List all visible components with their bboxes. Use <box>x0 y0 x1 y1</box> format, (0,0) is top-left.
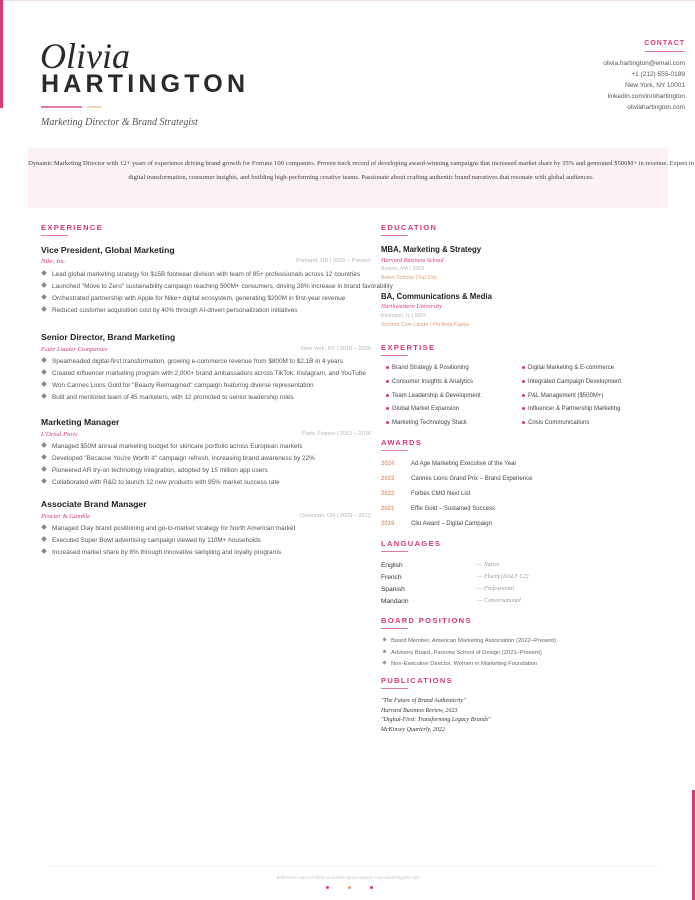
job-bullet: Pioneered AR try-on technology integration, adopted by 15 million app users <box>42 467 268 474</box>
language-name: Mandarin <box>381 598 409 605</box>
dot-bullet-icon <box>522 394 525 397</box>
board-item: Board Member, American Marketing Association (2022–Present) <box>383 638 556 644</box>
expertise-item: Brand Strategy & Positioning <box>386 365 469 371</box>
footer-rule <box>48 866 657 867</box>
expertise-item: Influencer & Partnership Marketing <box>522 406 620 412</box>
dot-bullet-icon <box>386 394 389 397</box>
job-bullet: Managed Olay brand positioning and go-to-market strategy for North American market <box>42 525 295 532</box>
summary-box <box>28 148 694 208</box>
language-name: Spanish <box>381 586 405 593</box>
expertise-heading: EXPERTISE <box>381 343 436 352</box>
contact-email[interactable]: olivia.hartington@email.com <box>603 60 685 67</box>
job-bullet: Launched "Move to Zero" sustainability campaign reaching 500M+ consumers, driving 28% increase in brand favorability <box>42 283 393 290</box>
experience-heading: EXPERIENCE <box>41 223 103 232</box>
summary-text: Dynamic Marketing Director with 12+ years of experience driving brand growth for Fortune 100 companies. Proven track record of developing award-winning campaigns that increased market share by 35% and generated $500M+ in revenue. Expert in digital transformation, consumer insights, and building high-performing creative teams. Passionate about crafting authentic brand narratives that resonate with global audiences. <box>28 160 694 181</box>
language-name: French <box>381 574 402 581</box>
award-year: 2019 <box>381 521 395 527</box>
publication-source: McKinsey Quarterly, 2022 <box>381 727 445 733</box>
award-name: Clio Award – Digital Campaign <box>411 521 492 527</box>
edu-school: Harvard Business School <box>381 257 444 264</box>
job-meta: Portland, OR | 2020 – Present <box>296 258 371 264</box>
dot-bullet-icon <box>386 366 389 369</box>
expertise-item: Integrated Campaign Development <box>522 379 621 385</box>
last-name: HARTINGTON <box>41 70 250 98</box>
dot-bullet-icon <box>386 380 389 383</box>
name-underline-accent <box>41 106 82 108</box>
name-underline-gold <box>87 106 101 108</box>
edu-detail: Boston, MA | 2009 <box>381 266 425 272</box>
language-level: — Conversational <box>477 598 521 604</box>
job-bullet: Reduced customer acquisition cost by 40% through AI-driven personalization initiatives <box>42 307 297 314</box>
job-bullet: Managed $50M annual marketing budget for skincare portfolio across European markets <box>42 443 302 450</box>
footer-dot-icon <box>370 886 373 889</box>
experience-rule <box>41 235 68 236</box>
job-bullet: Executed Super Bowl advertising campaign viewed by 110M+ households <box>42 537 261 544</box>
expertise-item: Team Leadership & Development <box>386 393 481 399</box>
contact-block <box>603 40 685 113</box>
job-company: Estée Lauder Companies <box>41 346 108 353</box>
edu-detail: Evanston, IL | 2007 <box>381 313 427 319</box>
first-name: Olivia <box>40 36 130 76</box>
award-name: Effie Gold – Sustained Success <box>411 506 495 512</box>
expertise-item: Marketing Technology Stack <box>386 420 467 426</box>
diamond-bullet-icon <box>382 660 386 664</box>
job-bullet: Orchestrated partnership with Apple for Nike+ digital ecosystem, generating $200M in first-year revenue <box>42 295 345 302</box>
award-year: 2024 <box>381 461 395 467</box>
awards-heading: AWARDS <box>381 438 423 447</box>
award-year: 2022 <box>381 491 395 497</box>
diamond-bullet-icon <box>41 294 47 300</box>
edu-honors: Summa Cum Laude | Phi Beta Kappa <box>381 322 470 328</box>
expertise-item: Consumer Insights & Analytics <box>386 379 473 385</box>
dot-bullet-icon <box>522 366 525 369</box>
diamond-bullet-icon <box>41 478 47 484</box>
diamond-bullet-icon <box>41 548 47 554</box>
diamond-bullet-icon <box>41 306 47 312</box>
diamond-bullet-icon <box>41 270 47 276</box>
tagline: Marketing Director & Brand Strategist <box>41 117 198 128</box>
education-heading: EDUCATION <box>381 223 438 232</box>
language-level: — Native <box>477 562 500 568</box>
expertise-rule <box>381 355 408 356</box>
contact-location: New York, NY 10001 <box>625 82 685 89</box>
language-name: English <box>381 562 403 569</box>
dot-bullet-icon <box>522 407 525 410</box>
award-year: 2023 <box>381 476 395 482</box>
dot-bullet-icon <box>386 407 389 410</box>
languages-rule <box>381 551 408 552</box>
job-bullet: Increased market share by 8% through innovative sampling and loyalty programs <box>42 549 281 556</box>
job-bullet: Lead global marketing strategy for $15B footwear division with team of 85+ professionals across 12 countries <box>42 271 360 278</box>
job-company: Procter & Gamble <box>41 513 91 520</box>
job-bullet: Created influencer marketing program with 2,000+ brand ambassadors across TikTok, Instagram, and YouTube <box>42 370 366 377</box>
job-bullet: Won Cannes Lions Gold for "Beauty Reimagined" campaign featuring diverse representation <box>42 382 314 389</box>
contact-linkedin[interactable]: linkedin.com/in/ohartington <box>607 93 685 100</box>
job-company: L'Oréal Paris <box>41 431 78 438</box>
board-heading: BOARD POSITIONS <box>381 616 472 625</box>
award-name: Ad Age Marketing Executive of the Year <box>411 461 517 467</box>
job-meta: New York, NY | 2016 – 2020 <box>300 346 371 352</box>
footer-text: References and portfolio available upon request • oliviahartington.com <box>276 876 419 881</box>
job-meta: Paris, France | 2012 – 2016 <box>302 431 371 437</box>
edu-degree: MBA, Marketing & Strategy <box>381 245 482 254</box>
diamond-bullet-icon <box>41 442 47 448</box>
edu-degree: BA, Communications & Media <box>381 292 492 301</box>
publication-title: "The Future of Brand Authenticity" <box>381 698 466 704</box>
diamond-bullet-icon <box>41 454 47 460</box>
award-name: Cannes Lions Grand Prix – Brand Experience <box>411 476 533 482</box>
job-company: Nike, Inc. <box>41 258 67 265</box>
award-name: Forbes CMO Next List <box>411 491 471 497</box>
contact-heading: CONTACT <box>644 40 685 47</box>
diamond-bullet-icon <box>41 536 47 542</box>
diamond-bullet-icon <box>41 466 47 472</box>
contact-website[interactable]: oliviahartington.com <box>627 104 685 111</box>
diamond-bullet-icon <box>41 393 47 399</box>
job-title: Senior Director, Brand Marketing <box>41 332 176 342</box>
edu-honors: Baker Scholar (Top 5%) <box>381 275 437 281</box>
dot-bullet-icon <box>386 421 389 424</box>
publication-title: "Digital-First: Transforming Legacy Brands" <box>381 717 491 723</box>
expertise-item: Global Market Expansion <box>386 406 459 412</box>
job-bullet: Developed "Because You're Worth It" campaign refresh, increasing brand awareness by 22% <box>42 455 315 462</box>
publication-source: Harvard Business Review, 2023 <box>381 708 458 714</box>
board-item: Non-Executive Director, Women in Marketing Foundation <box>383 661 537 667</box>
publications-heading: PUBLICATIONS <box>381 676 453 685</box>
diamond-bullet-icon <box>382 637 386 641</box>
awards-rule <box>381 450 408 451</box>
edu-school: Northwestern University <box>381 303 443 310</box>
job-meta: Cincinnati, OH | 2009 – 2012 <box>299 513 371 519</box>
board-item: Advisory Board, Parsons School of Design (2021–Present) <box>383 650 542 656</box>
contact-phone: +1 (212) 555-0189 <box>631 71 685 78</box>
diamond-bullet-icon <box>41 369 47 375</box>
diamond-bullet-icon <box>41 357 47 363</box>
languages-heading: LANGUAGES <box>381 539 442 548</box>
job-bullet: Built and mentored team of 45 marketers, with 12 promoted to senior leadership roles <box>42 394 294 401</box>
language-level: — Professional <box>477 586 514 592</box>
job-title: Associate Brand Manager <box>41 499 147 509</box>
board-rule <box>381 628 408 629</box>
footer-dot-icon <box>326 886 329 889</box>
publications-rule <box>381 688 408 689</box>
education-rule <box>381 235 408 236</box>
diamond-bullet-icon <box>382 649 386 653</box>
award-year: 2021 <box>381 506 395 512</box>
dot-bullet-icon <box>522 380 525 383</box>
left-accent-bar <box>0 0 3 108</box>
expertise-item: Crisis Communications <box>522 420 589 426</box>
diamond-bullet-icon <box>41 282 47 288</box>
job-title: Vice President, Global Marketing <box>41 245 175 255</box>
job-bullet: Spearheaded digital-first transformation, growing e-commerce revenue from $800M to $2.1B in 4 years <box>42 358 343 365</box>
contact-rule <box>645 51 685 52</box>
top-border-line <box>0 0 695 1</box>
dot-bullet-icon <box>522 421 525 424</box>
language-level: — Fluent (DALF C2) <box>477 574 529 580</box>
job-title: Marketing Manager <box>41 417 120 427</box>
footer-dot-icon <box>348 886 351 889</box>
job-bullet: Collaborated with R&D to launch 12 new products with 95% market success rate <box>42 479 280 486</box>
expertise-item: P&L Management ($500M+) <box>522 393 603 399</box>
diamond-bullet-icon <box>41 381 47 387</box>
diamond-bullet-icon <box>41 524 47 530</box>
expertise-item: Digital Marketing & E-commerce <box>522 365 614 371</box>
